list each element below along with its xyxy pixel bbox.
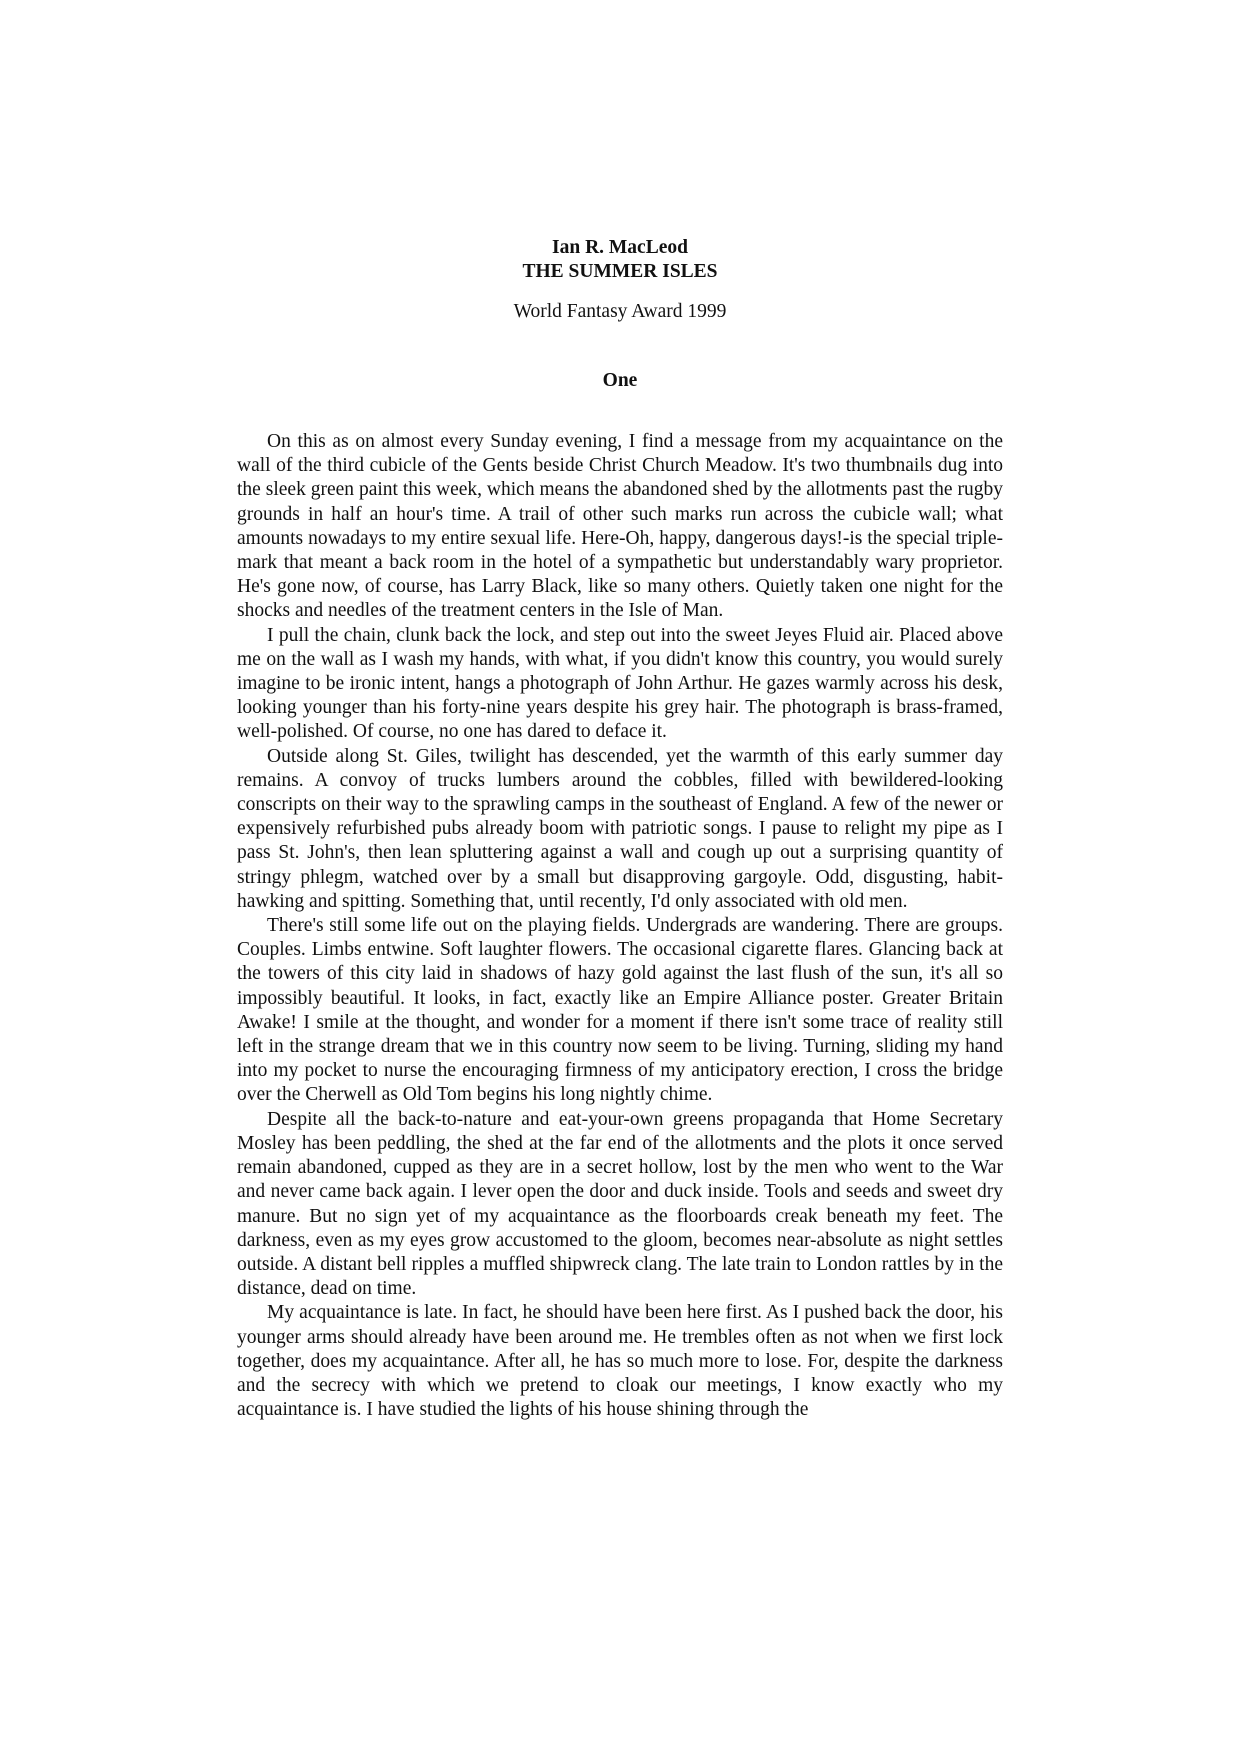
title-block xyxy=(237,236,1003,393)
paragraph: Despite all the back-to-nature and eat-your-own greens propaganda that Home Secretary Mosley has been peddling, the shed at the far end of the allotments and the plots it once served remain abandoned, cupped as they are in a secret hollow, lost by the men who went to the War and never came back again. I lever open the door and duck inside. Tools and seeds and sweet dry manure. But no sign yet of my acquaintance as the floorboards creak beneath my feet. The darkness, even as my eyes grow accustomed to the gloom, becomes near-absolute as night settles outside. A distant bell ripples a muffled shipwreck clang. The late train to London rattles by in the distance, dead on time. xyxy=(237,1108,1003,1300)
story-body xyxy=(237,430,1003,1422)
paragraph: My acquaintance is late. In fact, he should have been here first. As I pushed back the door, his younger arms should already have been around me. He trembles often as not when we first lock together, does my acquaintance. After all, he has so much more to lose. For, despite the darkness and the secrecy with which we pretend to cloak our meetings, I know exactly who my acquaintance is. I have studied the lights of his house shining through the xyxy=(237,1302,1003,1421)
paragraph: There's still some life out on the playing fields. Undergrads are wandering. There are groups. Couples. Limbs entwine. Soft laughter flowers. The occasional cigarette flares. Glancing back at the towers of this city laid in shadows of hazy gold against the last flush of the sun, it's all so impossibly beautiful. It looks, in fact, exactly like an Empire Alliance poster. Greater Britain Awake! I smile at the thought, and wonder for a moment if there isn't some trace of reality still left in the strange dream that we in this country now seem to be living. Turning, sliding my hand into my pocket to nurse the encouraging firmness of my anticipatory erection, I cross the bridge over the Cherwell as Old Tom begins his long nightly chime. xyxy=(237,915,1003,1106)
paragraph: I pull the chain, clunk back the lock, and step out into the sweet Jeyes Fluid air. Placed above me on the wall as I wash my hands, with what, if you didn't know this country, you would surely imagine to be ironic intent, hangs a photograph of John Arthur. He gazes warmly across his desk, looking younger than his forty-nine years despite his grey hair. The photograph is brass-framed, well-polished. Of course, no one has dared to deface it. xyxy=(237,624,1003,743)
award-line: World Fantasy Award 1999 xyxy=(513,301,727,322)
story-title: THE SUMMER ISLES xyxy=(522,261,718,282)
paragraph: On this as on almost every Sunday evening, I find a message from my acquaintance on the wall of the third cubicle of the Gents beside Christ Church Meadow. It's two thumbnails dug into the sleek green paint this week, which means the abandoned shed by the allotments past the rugby grounds in half an hour's time. A trail of other such marks run across the cubicle wall; what amounts nowadays to my entire sexual life. Here-Oh, happy, dangerous days!-is the special triple-mark that meant a back room in the hotel of a sympathetic but understandably wary proprietor. He's gone now, of course, has Larry Black, like so many others. Quietly taken one night for the shocks and needles of the treatment centers in the Isle of Man. xyxy=(237,431,1003,622)
chapter-heading: One xyxy=(602,370,638,391)
paragraph: Outside along St. Giles, twilight has descended, yet the warmth of this early summer day remains. A convoy of trucks lumbers around the cobbles, filled with bewildered-looking conscripts on their way to the sprawling camps in the southeast of England. A few of the newer or expensively refurbished pubs already boom with patriotic songs. I pause to relight my pipe as I pass St. John's, then lean spluttering against a wall and cough up out a surprising quantity of stringy phlegm, watched over by a small but disapproving gargoyle. Odd, disgusting, habit-hawking and spitting. Something that, until recently, I'd only associated with old men. xyxy=(237,745,1003,912)
author-name: Ian R. MacLeod xyxy=(552,237,688,258)
